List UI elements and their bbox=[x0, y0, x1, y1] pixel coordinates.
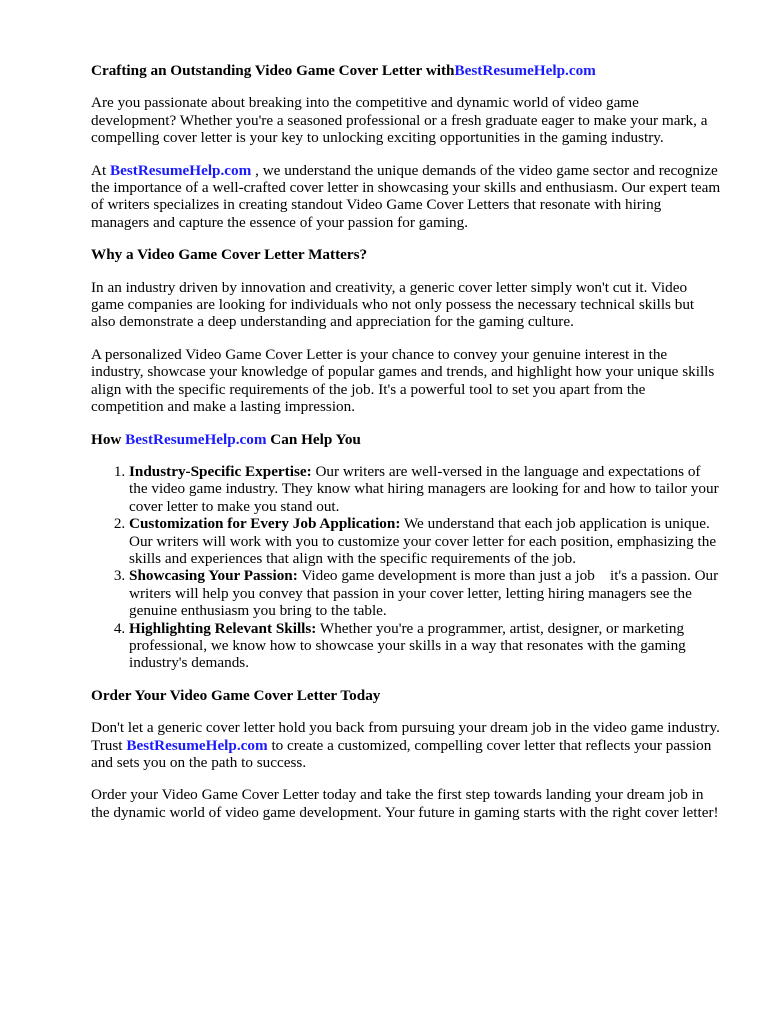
list-item-title: Highlighting Relevant Skills: bbox=[129, 619, 317, 637]
list-item-title: Industry-Specific Expertise: bbox=[129, 462, 312, 480]
list-item bbox=[129, 620, 721, 672]
why-paragraph-2: A personalized Video Game Cover Letter is your chance to convey your genuine interest in the industry, showcase your knowledge of popular games and trends, and highlight how your unique skills align with the specific requirements of the job. It's a powerful tool to set you apart from the competition and make a lasting impression. bbox=[91, 345, 715, 416]
list-item bbox=[129, 515, 721, 567]
how-heading bbox=[91, 431, 721, 448]
order-paragraph-2: Order your Video Game Cover Letter today and take the first step towards landing your dream job in the dynamic world of video game development. Your future in gaming starts with the right cover letter! bbox=[91, 786, 719, 821]
list-item-text: Our writers are well-versed in the language and expectations of the video game industry. They know what hiring managers are looking for and how to tailor your cover letter to make you stand out. bbox=[129, 462, 719, 515]
title-site-link[interactable]: BestResumeHelp.com bbox=[454, 62, 596, 79]
order-site-link[interactable]: BestResumeHelp.com bbox=[126, 736, 268, 754]
order-paragraph-1 bbox=[91, 719, 721, 771]
how-heading-prefix: How bbox=[91, 430, 126, 448]
list-item-title: Showcasing Your Passion: bbox=[129, 567, 298, 585]
order-p1-prefix: Don't let a generic cover letter hold you back from pursuing your dream job in the video game industry. Trust bbox=[91, 719, 720, 754]
list-item-title: Customization for Every Job Application: bbox=[129, 515, 401, 533]
intro-p2-suffix: , we understand the unique demands of the video game sector and recognize the importance of a well-crafted cover letter in showcasing your skills and enthusiasm. Our expert team of writers specializes in creating standout Video Game Cover Letters that resonate with hiring managers and capture the essence of your passion for gaming. bbox=[91, 161, 721, 231]
how-heading-suffix: Can Help You bbox=[266, 430, 361, 448]
list-item bbox=[129, 567, 721, 619]
order-heading: Order Your Video Game Cover Letter Today bbox=[91, 686, 381, 704]
document-title bbox=[91, 62, 721, 79]
how-site-link[interactable]: BestResumeHelp.com bbox=[125, 430, 267, 448]
list-item-text: We understand that each job application is unique. Our writers will work with you to customize your cover letter for each position, emphasizing the skills and experiences that align with the specific requirements of the job. bbox=[129, 515, 717, 567]
order-p1-suffix: to create a customized, compelling cover letter that reflects your passion and sets you on the path to success. bbox=[91, 736, 712, 771]
list-item-text: Whether you're a programmer, artist, designer, or marketing professional, we know how to showcase your skills in a way that resonates with the gaming industry's demands. bbox=[129, 619, 686, 672]
intro-paragraph-2 bbox=[91, 162, 721, 232]
document-page bbox=[91, 62, 721, 821]
intro-paragraph-1: Are you passionate about breaking into the competitive and dynamic world of video game development? Whether you're a seasoned professional or a fresh graduate eager to make your mark, a compelling cover letter is your key to unlocking exciting opportunities in the gaming industry. bbox=[91, 94, 708, 147]
intro-site-link[interactable]: BestResumeHelp.com bbox=[109, 161, 252, 179]
why-heading: Why a Video Game Cover Letter Matters? bbox=[91, 246, 368, 264]
list-item-text: Video game development is more than just a job it's a passion. Our writers will help you convey that passion in your cover letter, letting hiring managers see the genuine enthusiasm you bring to the table. bbox=[129, 567, 722, 620]
services-list bbox=[91, 463, 721, 672]
intro-p2-prefix: At bbox=[91, 161, 110, 179]
why-paragraph-1: In an industry driven by innovation and creativity, a generic cover letter simply won't cut it. Video game companies are looking for individuals who not only possess the necessary technical skills but also demonstrate a deep understanding and appreciation for the gaming culture. bbox=[91, 278, 695, 331]
title-text: Crafting an Outstanding Video Game Cover Letter with bbox=[91, 62, 455, 79]
list-item bbox=[129, 463, 721, 515]
